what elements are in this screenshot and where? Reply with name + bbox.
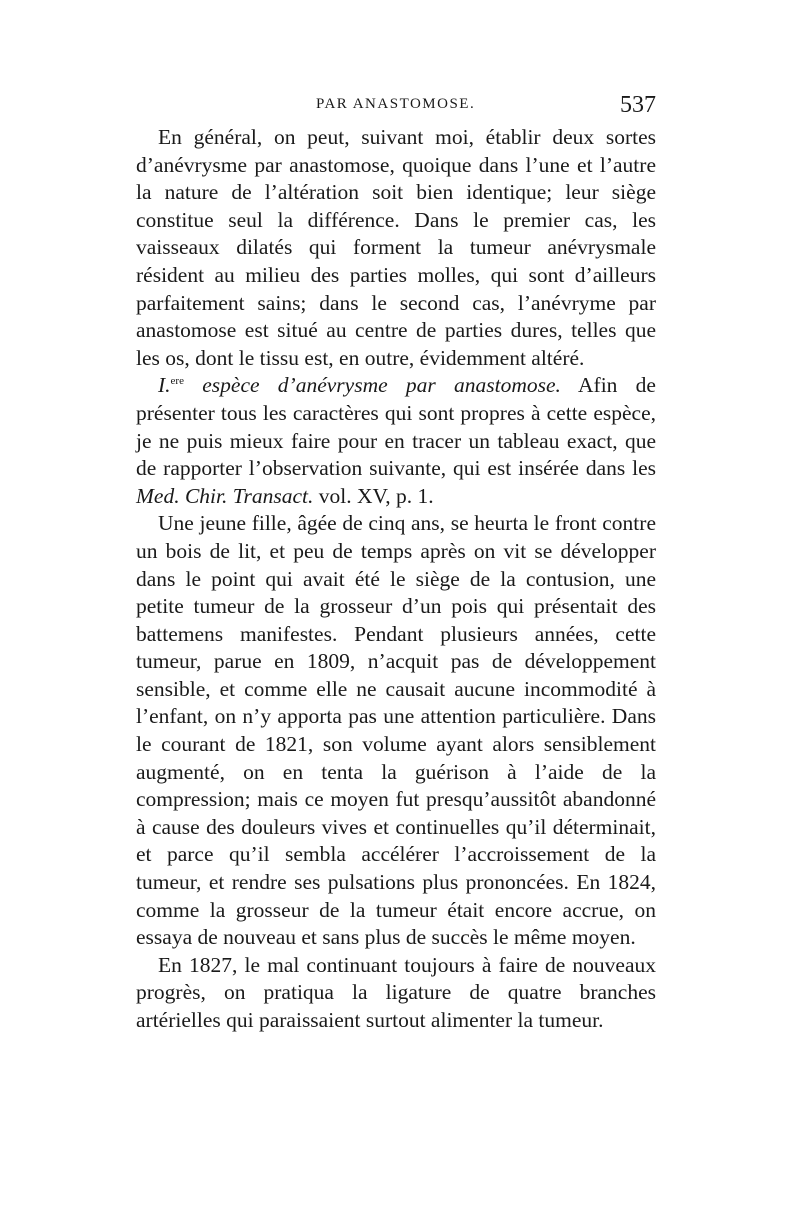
journal-citation: Med. Chir. Transact. bbox=[136, 483, 314, 508]
page-number: 537 bbox=[620, 92, 656, 118]
paragraph-2-text-b: vol. XV, p. 1. bbox=[313, 483, 434, 508]
body-text bbox=[136, 124, 656, 1035]
paragraph-4: En 1827, le mal continuant toujours à faire de nouveaux progrès, on pratiqua la ligature de quatre branches artérielles qui paraissaient surtout alimenter la tumeur. bbox=[136, 952, 656, 1032]
section-numeral: I. bbox=[158, 373, 171, 398]
paragraph-1: En général, on peut, suivant moi, établir deux sortes d’anévrysme par anastomose, quoique dans l’une et l’autre la nature de l’altération soit bien identique; leur siège constitue seul la différence. Dans le premier cas, les vaisseaux dilatés qui forment la tumeur anévrysmale résident au milieu des parties molles, qui sont d’ailleurs parfaitement sains; dans le second cas, l’anévryme par anastomose est situé au centre de parties dures, telles que les os, dont le tissu est, en outre, évidemment altéré. bbox=[136, 125, 656, 370]
section-numeral-superscript: ere bbox=[170, 375, 184, 388]
paragraph-2 bbox=[136, 372, 656, 510]
section-heading: espèce d’anévrysme par anastomose. bbox=[202, 373, 561, 398]
running-title: PAR ANASTOMOSE. bbox=[316, 96, 476, 112]
page-header bbox=[136, 92, 656, 120]
paragraph-2-text-a: Afin de présenter tous les caractères qui sont propres à cette espèce, je ne puis mieux faire pour en tracer un tableau exact, que de rapporter l’observation suivante, qui est insérée dans les bbox=[136, 373, 656, 481]
paragraph-3: Une jeune fille, âgée de cinq ans, se heurta le front contre un bois de lit, et peu de temps après on vit se développer dans le point qui avait été le siège de la contusion, une petite tumeur de la grosseur d’un pois qui présentait des battemens manifestes. Pendant plusieurs années, cette tumeur, parue en 1809, n’acquit pas de développement sensible, et comme elle ne causait aucune incommodité à l’enfant, on n’y apporta pas une attention particulière. Dans le courant de 1821, son volume ayant alors sensiblement augmenté, on en tenta la guérison à l’aide de la compression; mais ce moyen fut presqu’aussitôt abandonné à cause des douleurs vives et continuelles qu’il déterminait, et parce qu’il sembla accélérer l’accroissement de la tumeur, et rendre ses pulsations plus prononcées. En 1824, comme la grosseur de la tumeur était encore accrue, on essaya de nouveau et sans plus de succès le même moyen. bbox=[136, 511, 656, 950]
